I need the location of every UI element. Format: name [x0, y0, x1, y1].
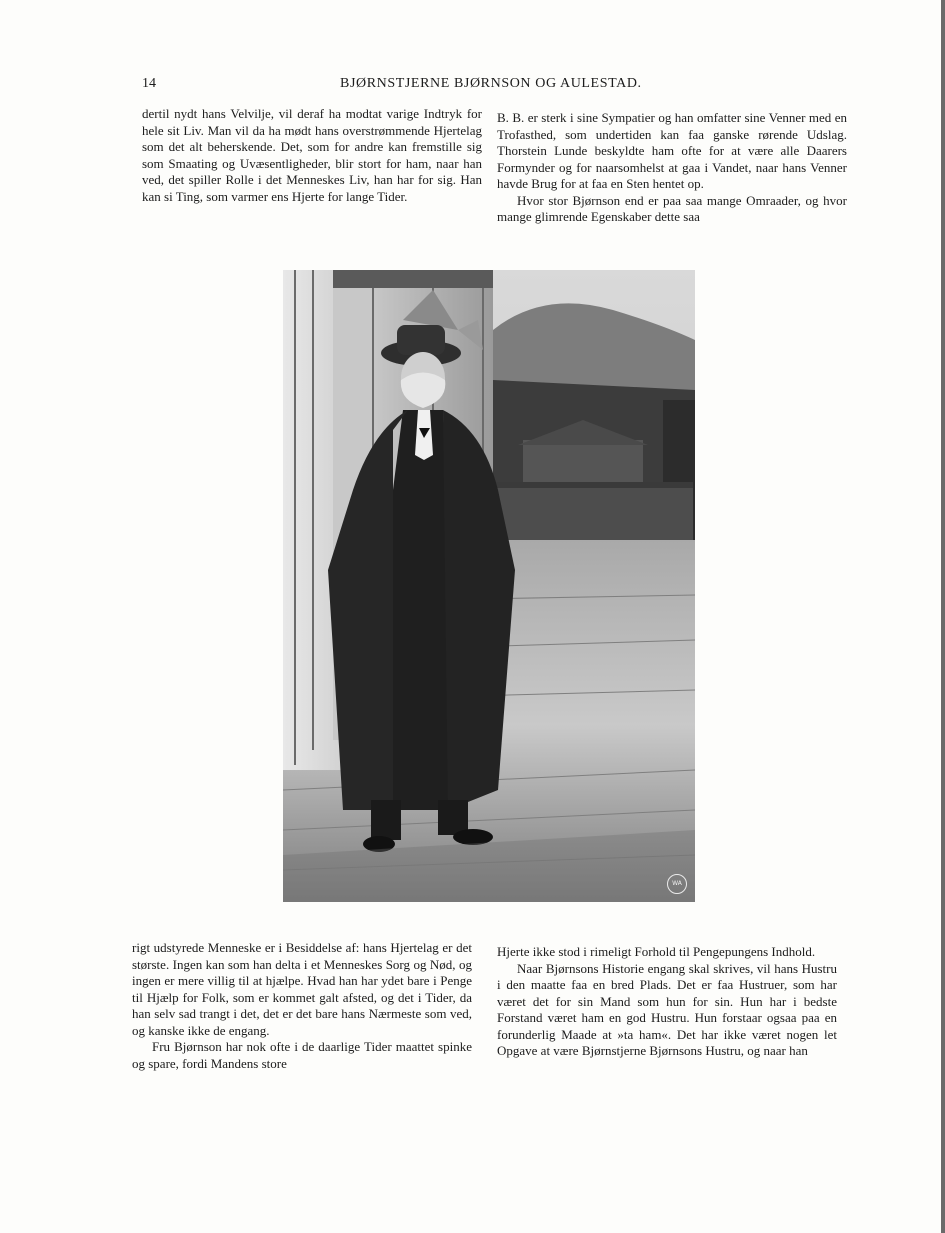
portrait-illustration [283, 270, 695, 902]
paragraph: B. B. er sterk i sine Sympatier og han omfatter sine Venner med en Trofasthed, som undertiden kan faa ganske rørende Udslag. Thorstein Lunde beskyldte ham ofte for at være alle Daarers Formynder og for naarsomhelst at gaa i Vandet, naar hans Venner havde Brug for at faa en Sten hentet op. [497, 110, 847, 191]
text-column-bottom-left [132, 940, 472, 1072]
photographer-mark: WA [667, 874, 687, 894]
paragraph: dertil nydt hans Velvilje, vil deraf ha modtat varige Indtryk for hele sit Liv. Man vil da ha mødt hans overstrømmende Hjertelag som det alt beherskende. Det, som for andre kan fremstille sig som Smaating og Uvæsentligheder, blir stort for ham, naar han ved, det spiller Rolle i det Menneskes Liv, han har for sig. Han kan si Ting, som varmer ens Hjerte for lange Tider. [142, 106, 482, 204]
text-column-top-right [497, 110, 847, 226]
paragraph: Fru Bjørnson har nok ofte i de daarlige Tider maattet spinke og spare, fordi Mandens store [132, 1039, 472, 1071]
portrait-photograph [283, 270, 695, 902]
running-head [142, 76, 652, 96]
text-column-top-left [142, 106, 482, 205]
text-column-bottom-right [497, 944, 837, 1060]
paragraph: rigt udstyrede Menneske er i Besiddelse af: hans Hjertelag er det største. Ingen kan som han delta i et Menneskes Sorg og Nød, og ingen er mere villig til at hjælpe. Hvad han har ydet bare i Penge til Hjælp for Folk, som er kommet galt afsted, og det i Tider, da han selv sad trangt i det, det er det bare hans Nærmeste som ved, og kanske ikke de engang. [132, 940, 472, 1038]
paragraph: Hvor stor Bjørnson end er paa saa mange Omraader, og hvor mange glimrende Egenskaber dette saa [497, 192, 847, 224]
paragraph: Naar Bjørnsons Historie engang skal skrives, vil hans Hustru i den maatte faa en bred Plads. Det er faa Hustruer, som har været det for sin Mand som hun for sin. Hun har i bedste Forstand været ham en god Hustru. Hun forstaar ogsaa paa en forunderlig Maade at »ta ham«. Det har ikke været nogen let Opgave at være Bjørnstjerne Bjørnsons Hustru, og naar han [497, 960, 837, 1058]
running-title: BJØRNSTJERNE BJØRNSON OG AULESTAD. [340, 76, 642, 91]
page-edge-shadow [941, 0, 945, 1233]
paragraph: Hjerte ikke stod i rimeligt Forhold til Pengepungens Indhold. [497, 944, 816, 959]
page-number: 14 [142, 76, 156, 91]
